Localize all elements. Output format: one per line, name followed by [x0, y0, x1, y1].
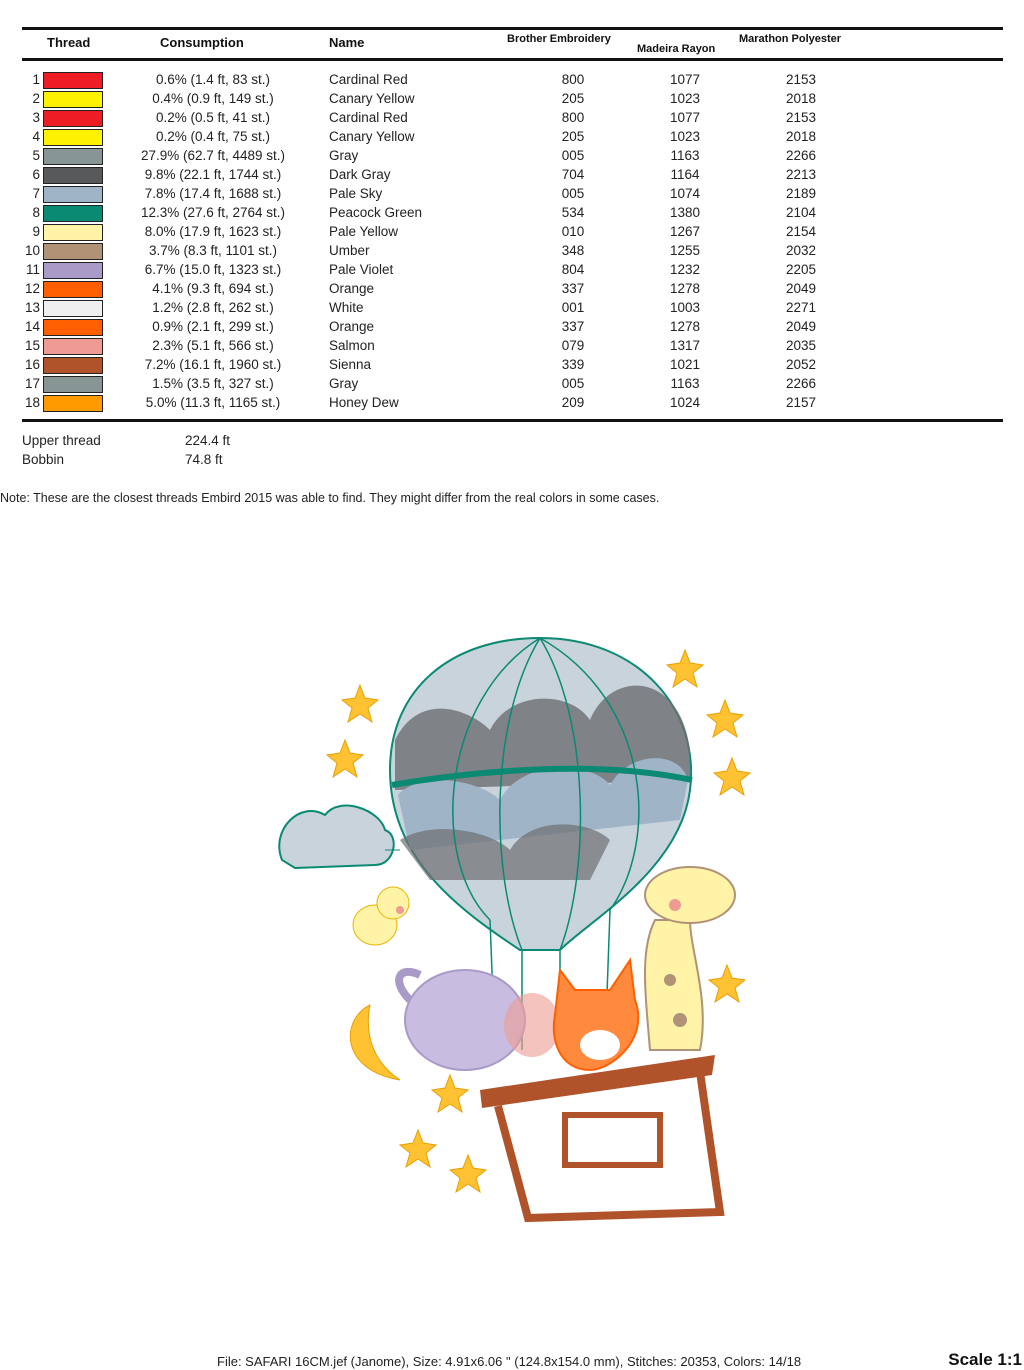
thread-name: Canary Yellow — [329, 129, 415, 144]
embroidery-preview — [260, 620, 760, 1230]
thread-name: Cardinal Red — [329, 110, 408, 125]
madeira-code: 1077 — [669, 110, 701, 125]
header-rule — [22, 58, 1003, 61]
marathon-code: 2032 — [785, 243, 817, 258]
brother-code: 534 — [561, 205, 585, 220]
bobbin-label: Bobbin — [22, 452, 65, 467]
brother-code: 005 — [561, 376, 585, 391]
thread-row — [0, 128, 1024, 147]
thread-name: Canary Yellow — [329, 91, 415, 106]
thread-row — [0, 242, 1024, 261]
madeira-code: 1074 — [669, 186, 701, 201]
file-info: File: SAFARI 16CM.jef (Janome), Size: 4.91x6.06 " (124.8x154.0 mm), Stitches: 20353, Colors: 14/18 — [217, 1354, 802, 1369]
consumption: 2.3% (5.1 ft, 566 st.) — [152, 338, 274, 353]
brother-code: 010 — [561, 224, 585, 239]
color-swatch — [43, 205, 103, 222]
brother-code: 005 — [561, 148, 585, 163]
color-swatch — [43, 72, 103, 89]
thread-number: 12 — [24, 281, 40, 296]
brother-code: 800 — [561, 110, 585, 125]
brother-code: 079 — [561, 338, 585, 353]
thread-row — [0, 261, 1024, 280]
header-madeira: Madeira Rayon — [637, 43, 716, 55]
thread-name: Umber — [329, 243, 370, 258]
thread-number: 5 — [32, 148, 40, 163]
bird — [353, 887, 409, 945]
consumption: 8.0% (17.9 ft, 1623 st.) — [144, 224, 282, 239]
thread-number: 10 — [24, 243, 40, 258]
consumption: 5.0% (11.3 ft, 1165 st.) — [145, 395, 281, 410]
marathon-code: 2205 — [785, 262, 817, 277]
scale-label: Scale 1:1 — [948, 1350, 1022, 1369]
thread-row — [0, 90, 1024, 109]
thread-row — [0, 185, 1024, 204]
thread-number: 16 — [24, 357, 40, 372]
bobbin-value: 74.8 ft — [185, 452, 223, 467]
thread-number: 6 — [32, 167, 40, 182]
consumption: 7.2% (16.1 ft, 1960 st.) — [144, 357, 282, 372]
color-swatch — [43, 167, 103, 184]
thread-number: 1 — [32, 72, 40, 87]
basket — [480, 1055, 720, 1218]
brother-code: 205 — [561, 91, 585, 106]
madeira-code: 1023 — [669, 91, 701, 106]
madeira-code: 1024 — [669, 395, 701, 410]
table-bottom-rule — [22, 419, 1003, 422]
thread-name: Orange — [329, 281, 375, 296]
madeira-code: 1003 — [669, 300, 701, 315]
fox — [554, 960, 639, 1070]
marathon-code: 2153 — [785, 110, 817, 125]
header-marathon: Marathon Polyester — [739, 33, 842, 45]
consumption: 1.2% (2.8 ft, 262 st.) — [152, 300, 274, 315]
brother-code: 205 — [561, 129, 585, 144]
marathon-code: 2104 — [785, 205, 817, 220]
elephant — [399, 970, 560, 1070]
thread-row — [0, 204, 1024, 223]
color-swatch — [43, 91, 103, 108]
consumption: 3.7% (8.3 ft, 1101 st.) — [148, 243, 278, 258]
thread-number: 4 — [32, 129, 40, 144]
thread-row — [0, 318, 1024, 337]
thread-row — [0, 109, 1024, 128]
consumption: 0.2% (0.5 ft, 41 st.) — [155, 110, 271, 125]
color-swatch — [43, 186, 103, 203]
thread-name: Sienna — [329, 357, 372, 372]
thread-name: Peacock Green — [329, 205, 423, 220]
color-swatch — [43, 148, 103, 165]
brother-code: 339 — [561, 357, 585, 372]
thread-name: Orange — [329, 319, 375, 334]
marathon-code: 2035 — [785, 338, 817, 353]
marathon-code: 2018 — [785, 129, 817, 144]
marathon-code: 2049 — [785, 281, 817, 296]
note-text: Note: These are the closest threads Embird 2015 was able to find. They might differ from the real colors in some cases. — [0, 491, 660, 505]
consumption: 4.1% (9.3 ft, 694 st.) — [152, 281, 274, 296]
marathon-code: 2189 — [785, 186, 817, 201]
upper-thread-label: Upper thread — [22, 433, 101, 448]
thread-row — [0, 71, 1024, 90]
brother-code: 005 — [561, 186, 585, 201]
thread-name: Pale Violet — [329, 262, 394, 277]
thread-number: 3 — [32, 110, 40, 125]
thread-row — [0, 147, 1024, 166]
brother-code: 348 — [561, 243, 585, 258]
madeira-code: 1163 — [670, 376, 700, 391]
thread-number: 2 — [32, 91, 40, 106]
brother-code: 337 — [561, 319, 585, 334]
header-name: Name — [329, 35, 365, 50]
color-swatch — [43, 224, 103, 241]
color-swatch — [43, 338, 103, 355]
color-swatch — [43, 395, 103, 412]
madeira-code: 1380 — [669, 205, 701, 220]
brother-code: 337 — [561, 281, 585, 296]
consumption: 0.4% (0.9 ft, 149 st.) — [152, 91, 274, 106]
upper-thread-value: 224.4 ft — [185, 433, 231, 448]
thread-row — [0, 375, 1024, 394]
marathon-code: 2157 — [785, 395, 817, 410]
thread-name: Gray — [329, 376, 359, 391]
brother-code: 001 — [561, 300, 585, 315]
thread-number: 13 — [24, 300, 40, 315]
thread-row — [0, 299, 1024, 318]
madeira-code: 1023 — [669, 129, 701, 144]
color-swatch — [43, 300, 103, 317]
brother-code: 704 — [561, 167, 585, 182]
thread-number: 17 — [24, 376, 40, 391]
thread-name: Gray — [329, 148, 359, 163]
brother-code: 800 — [561, 72, 585, 87]
madeira-code: 1317 — [669, 338, 701, 353]
color-swatch — [43, 319, 103, 336]
color-swatch — [43, 110, 103, 127]
thread-number: 11 — [25, 262, 40, 277]
madeira-code: 1278 — [669, 281, 701, 296]
thread-name: White — [329, 300, 364, 315]
thread-name: Honey Dew — [329, 395, 399, 410]
color-swatch — [43, 243, 103, 260]
header-thread: Thread — [47, 35, 91, 50]
consumption: 7.8% (17.4 ft, 1688 st.) — [144, 186, 282, 201]
thread-row — [0, 394, 1024, 413]
thread-number: 9 — [32, 224, 40, 239]
madeira-code: 1267 — [669, 224, 701, 239]
thread-row — [0, 166, 1024, 185]
cloud — [279, 806, 400, 868]
consumption: 12.3% (27.6 ft, 2764 st.) — [140, 205, 286, 220]
moon — [350, 1005, 400, 1080]
thread-name: Pale Sky — [329, 186, 383, 201]
thread-name: Salmon — [329, 338, 375, 353]
madeira-code: 1077 — [669, 72, 701, 87]
thread-number: 14 — [24, 319, 40, 334]
thread-number: 8 — [32, 205, 40, 220]
header-consumption: Consumption — [160, 35, 244, 50]
thread-number: 7 — [32, 186, 40, 201]
marathon-code: 2213 — [785, 167, 817, 182]
thread-number: 18 — [24, 395, 40, 410]
brother-code: 209 — [561, 395, 585, 410]
color-swatch — [43, 129, 103, 146]
thread-name: Pale Yellow — [329, 224, 399, 239]
madeira-code: 1163 — [670, 148, 700, 163]
table-top-rule — [22, 27, 1003, 30]
consumption: 6.7% (15.0 ft, 1323 st.) — [144, 262, 282, 277]
madeira-code: 1278 — [669, 319, 701, 334]
color-swatch — [43, 357, 103, 374]
madeira-code: 1255 — [669, 243, 701, 258]
color-swatch — [43, 262, 103, 279]
marathon-code: 2154 — [785, 224, 817, 239]
thread-number: 15 — [24, 338, 40, 353]
header-brother: Brother Embroidery — [507, 33, 611, 45]
consumption: 27.9% (62.7 ft, 4489 st.) — [140, 148, 286, 163]
marathon-code: 2018 — [785, 91, 817, 106]
consumption: 0.2% (0.4 ft, 75 st.) — [155, 129, 271, 144]
brother-code: 804 — [561, 262, 585, 277]
thread-row — [0, 280, 1024, 299]
thread-name: Cardinal Red — [329, 72, 408, 87]
thread-row — [0, 337, 1024, 356]
giraffe — [645, 867, 735, 1050]
thread-name: Dark Gray — [329, 167, 391, 182]
marathon-code: 2266 — [785, 376, 817, 391]
madeira-code: 1164 — [670, 167, 700, 182]
consumption: 1.5% (3.5 ft, 327 st.) — [152, 376, 274, 391]
thread-row — [0, 223, 1024, 242]
madeira-code: 1021 — [669, 357, 701, 372]
consumption: 9.8% (22.1 ft, 1744 st.) — [144, 167, 282, 182]
marathon-code: 2052 — [785, 357, 817, 372]
madeira-code: 1232 — [669, 262, 701, 277]
color-swatch — [43, 281, 103, 298]
marathon-code: 2049 — [785, 319, 817, 334]
consumption: 0.9% (2.1 ft, 299 st.) — [152, 319, 274, 334]
color-swatch — [43, 376, 103, 393]
consumption: 0.6% (1.4 ft, 83 st.) — [155, 72, 271, 87]
thread-row — [0, 356, 1024, 375]
marathon-code: 2153 — [785, 72, 817, 87]
marathon-code: 2266 — [785, 148, 817, 163]
marathon-code: 2271 — [785, 300, 817, 315]
